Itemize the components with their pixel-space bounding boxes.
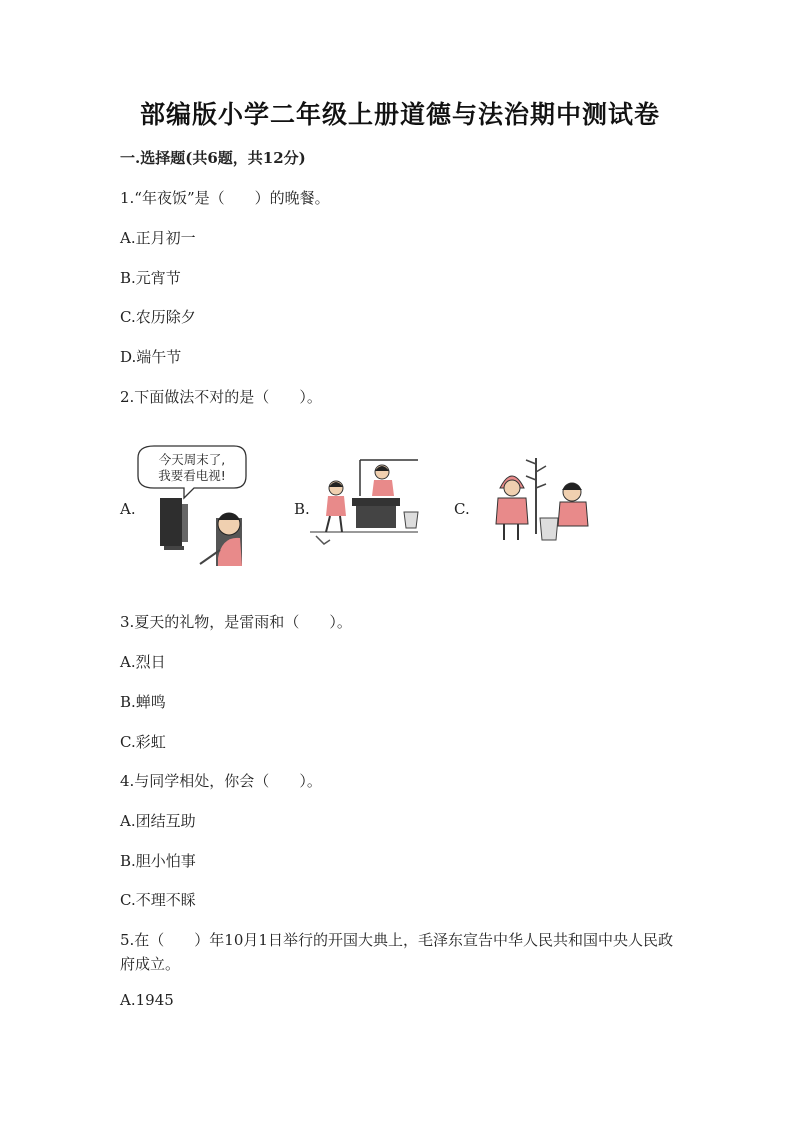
page-title: 部编版小学二年级上册道德与法治期中测试卷 [139,100,660,129]
image-option-c-label: C. [454,500,470,518]
question-2-stem: 2.下面做法不对的是（ ）。 [120,388,322,406]
question-1-stem: 1.“年夜饭”是（ ）的晚餐。 [120,189,330,207]
speech-line-2: 我要看电视! [158,468,226,483]
tree-planting-illustration [488,454,598,546]
question-1-option-a: A.正月初一 [120,229,196,247]
question-4-option-c: C.不理不睬 [120,891,196,909]
question-1-option-c: C.农历除夕 [120,308,196,326]
cleaning-illustration [310,456,422,566]
image-option-b-label: B. [294,500,310,518]
image-option-a-label: A. [120,500,136,518]
question-3-option-a: A.烈日 [120,653,166,671]
question-4-option-a: A.团结互助 [120,812,196,830]
section-heading: 一.选择题(共6题，共12分) [120,149,306,167]
question-1-option-d: D.端午节 [120,348,182,366]
tv-watching-illustration [134,440,249,570]
question-3-option-b: B.蝉鸣 [120,693,166,711]
question-4-option-b: B.胆小怕事 [120,852,196,870]
question-2-image-options [120,440,680,575]
question-5-option-a: A.1945 [120,991,174,1009]
question-1-option-b: B.元宵节 [120,269,181,287]
question-3-stem: 3.夏天的礼物，是雷雨和（ ）。 [120,613,352,631]
question-4-stem: 4.与同学相处，你会（ ）。 [120,772,322,790]
speech-line-1: 今天周末了, [158,452,226,467]
question-5-stem: 5.在（ ）年10月1日举行的开国大典上，毛泽东宣告中华人民共和国中央人民政府成立。 [120,931,673,973]
question-3-option-c: C.彩虹 [120,733,166,751]
